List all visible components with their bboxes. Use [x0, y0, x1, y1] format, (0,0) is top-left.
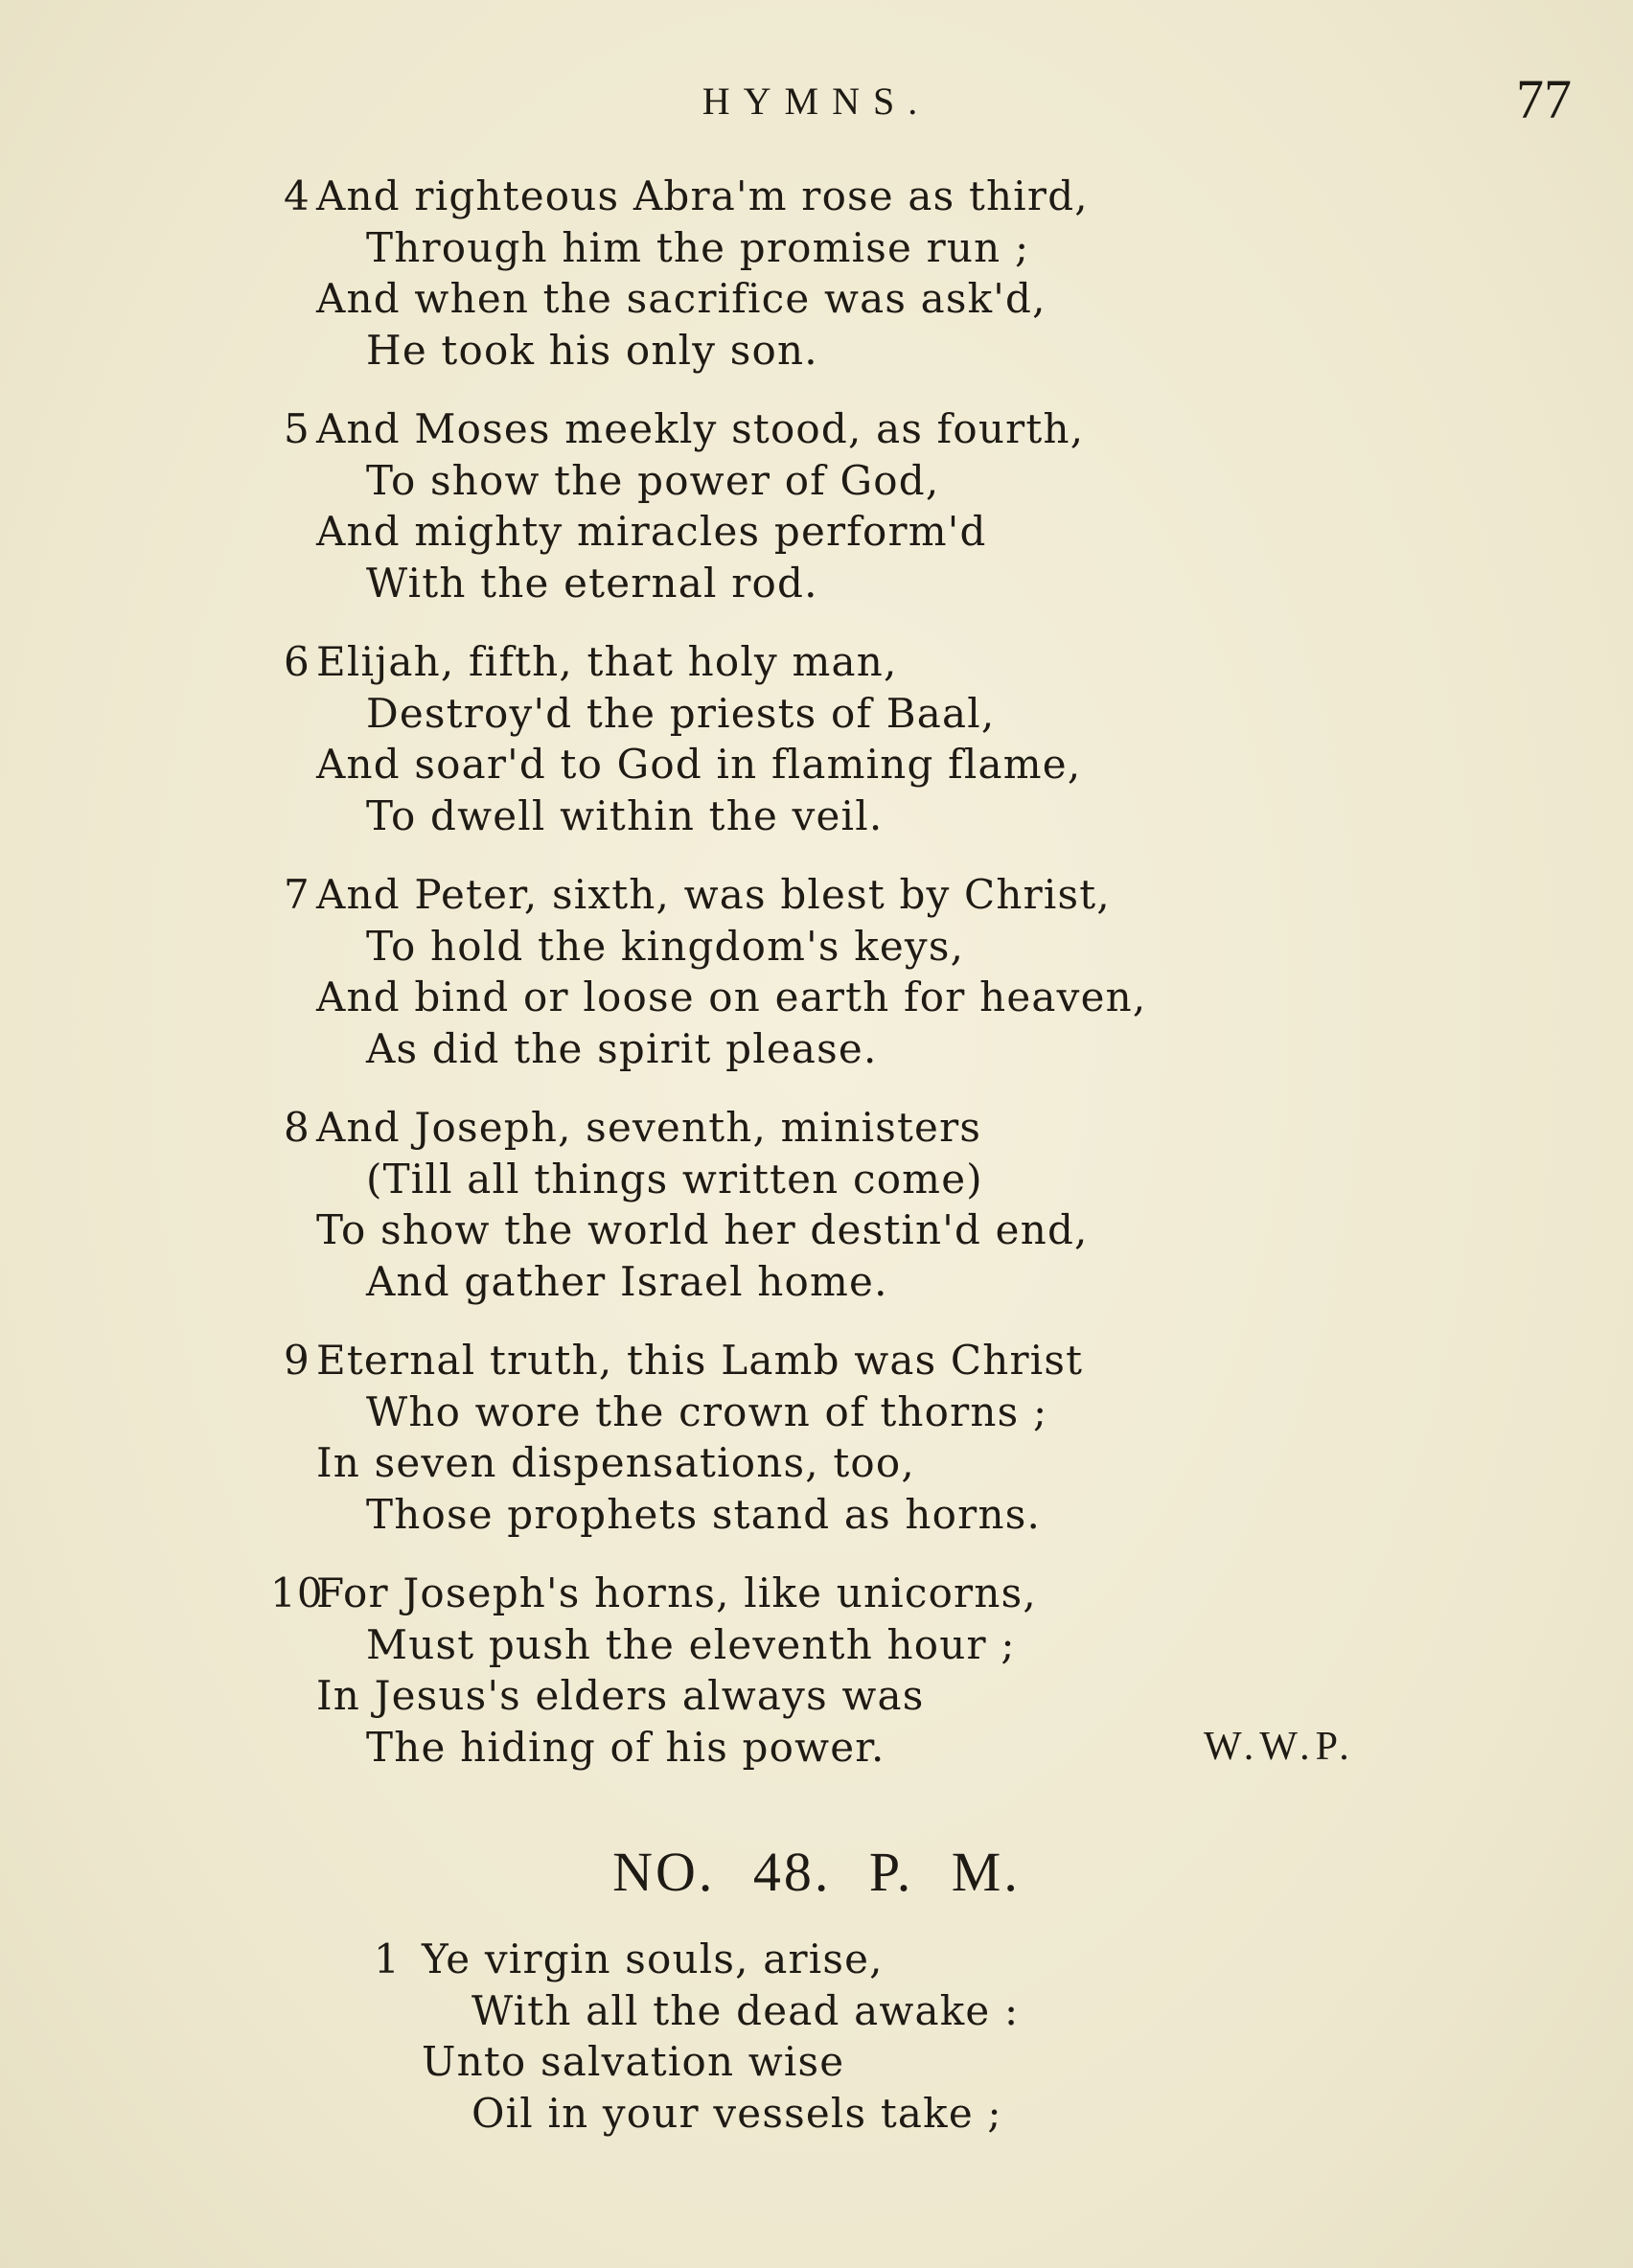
verse-number: 6: [284, 638, 310, 685]
verse-number: 8: [284, 1104, 310, 1151]
hymn-47-continued: [270, 171, 1466, 1800]
verse-line: And soar'd to God in flaming flame,: [316, 741, 1082, 788]
verse-line: And righteous Abra'm rose as third,: [316, 172, 1089, 219]
verse-7: [284, 869, 1466, 1074]
verse-line: He took his only son.: [366, 326, 818, 374]
verse-line: For Joseph's horns, like unicorns,: [316, 1569, 1037, 1616]
verse-number: 9: [284, 1337, 310, 1384]
hymn-title: NO. 48. P. M.: [612, 1841, 1021, 1903]
hymn-48: [374, 1934, 1476, 2166]
verse-line: To show the power of God,: [366, 456, 940, 504]
verse-line: To show the world her destin'd end,: [316, 1206, 1089, 1253]
verse-line: Through him the promise run ;: [366, 223, 1030, 271]
verse-line: And Moses meekly stood, as fourth,: [316, 405, 1085, 452]
verse-line: And Peter, sixth, was blest by Christ,: [316, 871, 1111, 918]
verse-number: 7: [284, 871, 310, 918]
verse-line: Unto salvation wise: [422, 2038, 845, 2085]
verse-5: [284, 403, 1466, 608]
verse-6: [284, 636, 1466, 841]
verse-line: And Joseph, seventh, ministers: [316, 1104, 982, 1151]
verse-8: [284, 1102, 1466, 1307]
verse-line: And gather Israel home.: [366, 1257, 888, 1305]
verse-9: [284, 1335, 1466, 1540]
verse-line: To dwell within the veil.: [366, 791, 884, 839]
verse-line: Oil in your vessels take ;: [472, 2089, 1002, 2137]
verse-line: To hold the kingdom's keys,: [366, 922, 965, 970]
verse-line: Must push the eleventh hour ;: [366, 1620, 1016, 1668]
running-head: HYMNS.: [702, 80, 932, 123]
verse-line: Ye virgin souls, arise,: [422, 1936, 884, 1982]
verse-line: Who wore the crown of thorns ;: [366, 1387, 1048, 1435]
verse-line: And mighty miracles perform'd: [316, 508, 987, 555]
verse-number: 4: [284, 172, 310, 219]
verse-1: [374, 1934, 1476, 2139]
verse-line: With all the dead awake :: [472, 1986, 1020, 2034]
verse-number: 10: [270, 1569, 324, 1616]
verse-line: And bind or loose on earth for heaven,: [316, 974, 1147, 1020]
verse-line: Destroy'd the priests of Baal,: [366, 689, 996, 737]
verse-line: And when the sacrifice was ask'd,: [316, 275, 1046, 322]
verse-line: Those prophets stand as horns.: [366, 1490, 1042, 1538]
verse-4: [284, 171, 1466, 376]
verse-line: (Till all things written come): [366, 1155, 983, 1203]
author-attribution: W.W.P.: [1204, 1724, 1355, 1769]
page-number: 77: [1516, 68, 1572, 130]
verse-line: The hiding of his power.: [366, 1723, 886, 1771]
verse-line: Elijah, fifth, that holy man,: [316, 638, 898, 685]
verse-line: In Jesus's elders always was: [316, 1672, 925, 1719]
verse-number: 5: [284, 405, 310, 452]
verse-line: In seven dispensations, too,: [316, 1439, 915, 1486]
verse-line: Eternal truth, this Lamb was Christ: [316, 1337, 1084, 1384]
verse-line: As did the spirit please.: [366, 1024, 878, 1072]
verse-number: 1: [374, 1936, 401, 1982]
verse-10: [270, 1568, 1466, 1773]
verse-line: With the eternal rod.: [366, 559, 818, 607]
